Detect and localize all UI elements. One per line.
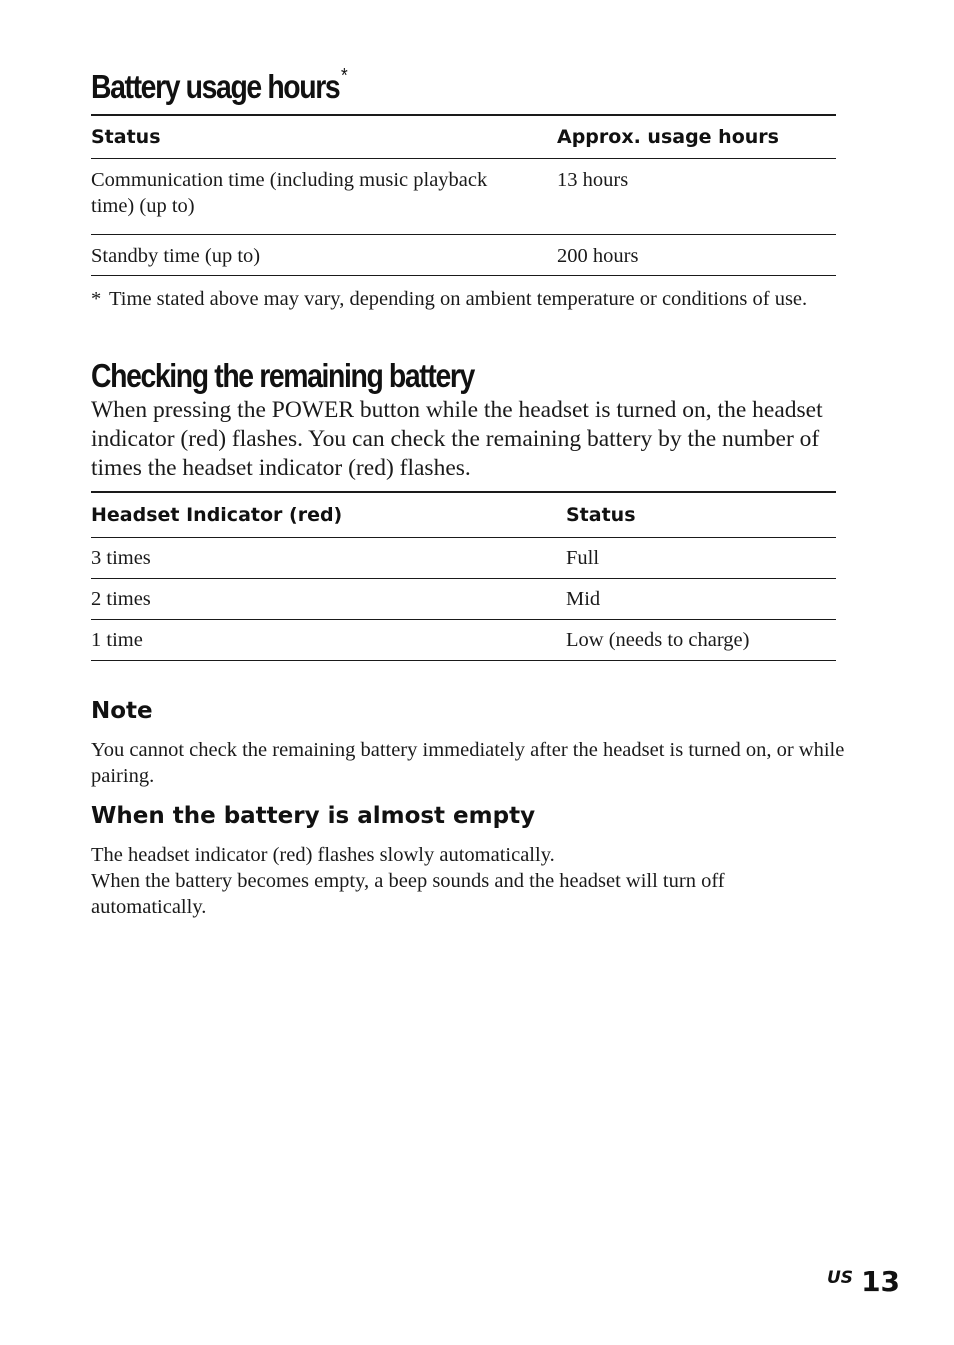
almost-empty-heading: When the battery is almost empty bbox=[91, 803, 536, 829]
table-row bbox=[91, 578, 836, 619]
table-cell: 2 times bbox=[91, 587, 151, 610]
battery-usage-heading bbox=[91, 65, 347, 106]
table-row bbox=[91, 158, 836, 234]
table-cell: Low (needs to charge) bbox=[566, 628, 750, 651]
table-cell: 13 hours bbox=[557, 168, 629, 191]
almost-empty-line-2: When the battery becomes empty, a beep sounds and the headset will turn off automatically. bbox=[91, 870, 725, 918]
battery-usage-table bbox=[91, 114, 836, 276]
column-header-indicator: Headset Indicator (red) bbox=[91, 503, 343, 526]
almost-empty-text bbox=[91, 842, 801, 920]
footnote bbox=[91, 286, 836, 312]
region-code: US bbox=[827, 1268, 854, 1288]
almost-empty-line-1: The headset indicator (red) flashes slowly automatically. bbox=[91, 844, 555, 866]
footnote-reference-mark: * bbox=[341, 65, 347, 87]
table-cell: Mid bbox=[566, 587, 601, 610]
note-text: You cannot check the remaining battery immediately after the headset is turned on, or while pairing. bbox=[91, 739, 845, 787]
checking-battery-heading: Checking the remaining battery bbox=[91, 357, 474, 394]
footnote-mark: * bbox=[91, 288, 102, 310]
indicator-status-table bbox=[91, 491, 836, 661]
table-cell: Standby time (up to) bbox=[91, 244, 261, 267]
table-header-row bbox=[91, 115, 836, 158]
table-cell: 3 times bbox=[91, 546, 151, 569]
battery-usage-title: Battery usage hours bbox=[91, 68, 340, 105]
footnote-text: Time stated above may vary, depending on ambient temperature or conditions of use. bbox=[109, 288, 808, 310]
table-cell: Communication time (including music playback time) (up to) bbox=[91, 168, 488, 217]
page-footer bbox=[827, 1265, 900, 1298]
table-cell: 1 time bbox=[91, 628, 143, 651]
table-header-row bbox=[91, 492, 836, 537]
table-row bbox=[91, 619, 836, 660]
note-heading: Note bbox=[91, 698, 153, 724]
column-header-status: Status bbox=[91, 125, 161, 148]
table-row bbox=[91, 537, 836, 578]
table-row bbox=[91, 234, 836, 275]
column-header-status: Status bbox=[566, 503, 636, 526]
page-number: 13 bbox=[861, 1265, 901, 1298]
table-cell: 200 hours bbox=[557, 244, 639, 267]
table-cell: Full bbox=[566, 546, 600, 569]
checking-battery-intro: When pressing the POWER button while the headset is turned on, the headset indicator (red) flashes. You can check the remaining battery by the number of times the headset indicator (red) flashes. bbox=[91, 397, 823, 481]
column-header-usage-hours: Approx. usage hours bbox=[557, 125, 779, 148]
